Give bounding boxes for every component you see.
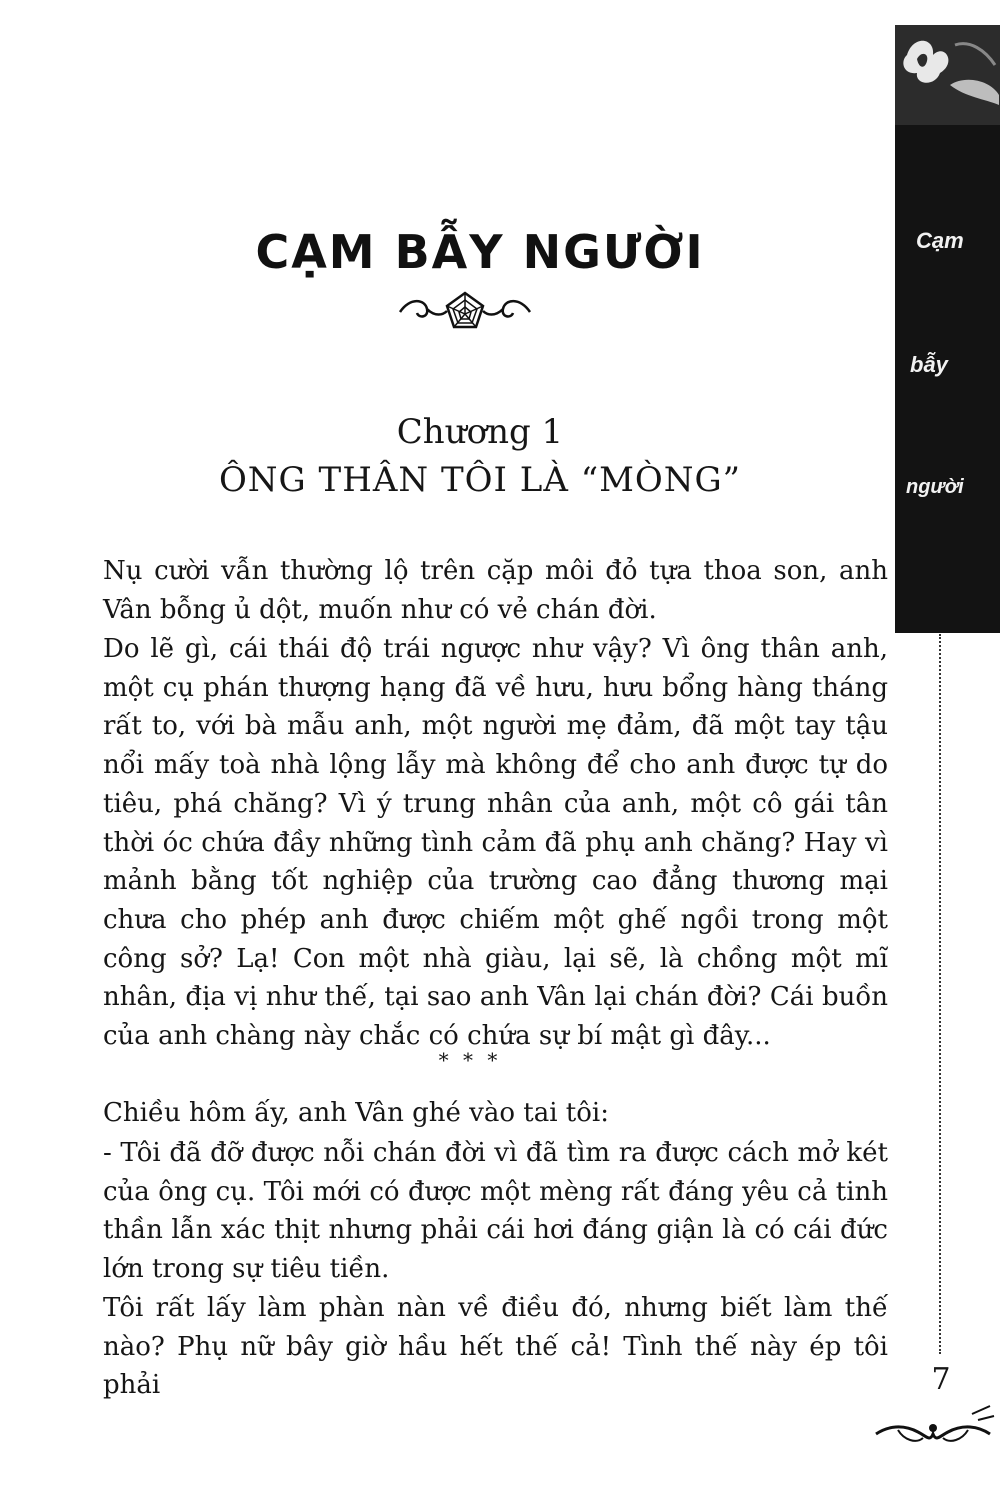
side-tab [895,25,1000,633]
side-logo-icon [895,25,1000,125]
side-tab-word-1: Cạm [916,228,964,253]
paragraph-2 [103,630,888,1056]
spider-web-ornament-icon [395,287,535,337]
chapter-number: Chương 1 [396,412,564,452]
paragraph-text: Tôi rất lấy làm phàn nàn về điều đó, nhưng biết làm thế nào? Phụ nữ bây giờ hầu hết thế cả! Tình thế này ép tôi phải [103,1293,888,1401]
side-dotted-line [939,634,941,1354]
footer-ornament-icon [868,1404,998,1464]
side-tab-word-3: người [906,476,964,498]
book-title: CẠM BẪY NGƯỜI [255,225,705,279]
section-separator: * * * [438,1048,502,1072]
page-number: 7 [931,1362,951,1397]
paragraph-3 [103,1094,888,1133]
chapter-title: ÔNG THÂN TÔI LÀ “MÒNG” [218,460,742,500]
paragraph-text: Chiều hôm ấy, anh Vân ghé vào tai tôi: [103,1098,609,1128]
paragraph-text: Nụ cười vẫn thường lộ trên cặp môi đỏ tựa thoa son, anh Vân bỗng ủ dột, muốn như có vẻ chán đời. [103,556,888,625]
paragraph-1 [103,552,888,629]
paragraph-5 [103,1289,888,1405]
paragraph-text: Do lẽ gì, cái thái độ trái ngược như vậy? Vì ông thân anh, một cụ phán thượng hạng đã về hưu, hưu bổng hàng tháng rất to, với bà mẫu anh, một người mẹ đảm, đã một tay tậu nổi mấy toà nhà lộng lẫy mà không để cho anh được tự do tiêu, phá chăng? Vì ý trung nhân của anh, một cô gái tân thời óc chứa đầy những tình cảm đã phụ anh chăng? Hay vì mảnh bằng tốt nghiệp của trường cao đẳng thương mại chưa cho phép anh được chiếm một ghế ngồi trong một công sở? Lạ! Con một nhà giàu, lại sẽ, là chồng một mĩ nhân, địa vị như thế, tại sao anh Vân lại chán đời? Cái buồn của anh chàng này chắc có chứa sự bí mật gì đây... [103,634,888,1052]
side-tab-word-2: bẫy [910,352,948,377]
paragraph-text: - Tôi đã đỡ được nỗi chán đời vì đã tìm ra được cách mở két của ông cụ. Tôi mới có được một mèng rất đáng yêu cả tinh thần lẫn xác thịt nhưng phải cái hơi đáng giận là có cái đức lớn trong sự tiêu tiền. [103,1138,888,1285]
paragraph-4 [103,1134,888,1289]
